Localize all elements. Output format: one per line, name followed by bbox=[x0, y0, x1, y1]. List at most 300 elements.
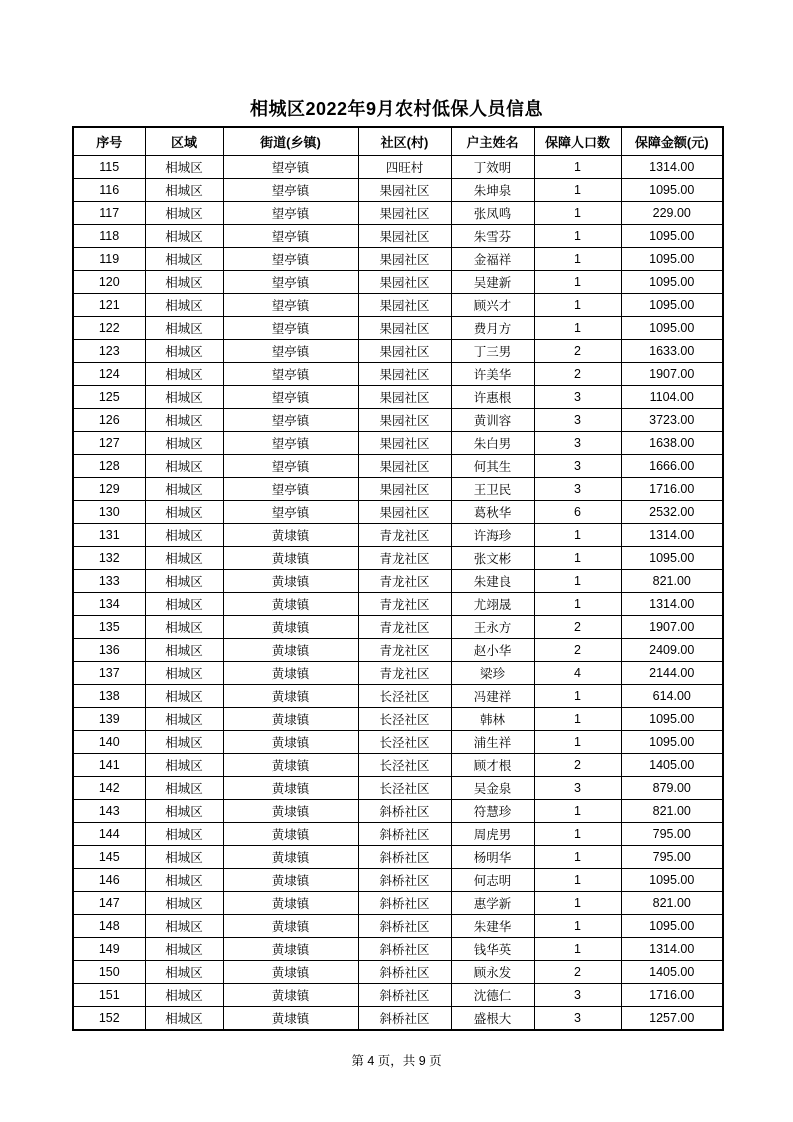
table-row bbox=[73, 363, 723, 386]
cell-street: 黄埭镇 bbox=[223, 915, 358, 938]
table-row bbox=[73, 961, 723, 984]
cell-street: 黄埭镇 bbox=[223, 938, 358, 961]
cell-street: 黄埭镇 bbox=[223, 639, 358, 662]
cell-community: 斜桥社区 bbox=[358, 892, 451, 915]
cell-street: 黄埭镇 bbox=[223, 754, 358, 777]
cell-community: 斜桥社区 bbox=[358, 938, 451, 961]
cell-region: 相城区 bbox=[145, 639, 223, 662]
cell-count: 1 bbox=[534, 570, 621, 593]
cell-seq: 117 bbox=[73, 202, 145, 225]
header-cell-region: 区域 bbox=[145, 127, 223, 156]
cell-count: 3 bbox=[534, 478, 621, 501]
cell-name: 杨明华 bbox=[451, 846, 534, 869]
cell-street: 望亭镇 bbox=[223, 294, 358, 317]
cell-count: 1 bbox=[534, 685, 621, 708]
cell-seq: 123 bbox=[73, 340, 145, 363]
cell-region: 相城区 bbox=[145, 777, 223, 800]
cell-street: 黄埭镇 bbox=[223, 800, 358, 823]
cell-seq: 131 bbox=[73, 524, 145, 547]
cell-street: 黄埭镇 bbox=[223, 892, 358, 915]
cell-name: 盛根大 bbox=[451, 1007, 534, 1031]
cell-seq: 134 bbox=[73, 593, 145, 616]
cell-count: 1 bbox=[534, 202, 621, 225]
cell-name: 吴金泉 bbox=[451, 777, 534, 800]
cell-amount: 1314.00 bbox=[621, 593, 723, 616]
cell-seq: 121 bbox=[73, 294, 145, 317]
table-row bbox=[73, 432, 723, 455]
table-row bbox=[73, 685, 723, 708]
cell-name: 朱白男 bbox=[451, 432, 534, 455]
benefit-table bbox=[72, 126, 724, 1031]
cell-seq: 141 bbox=[73, 754, 145, 777]
cell-street: 黄埭镇 bbox=[223, 731, 358, 754]
cell-seq: 125 bbox=[73, 386, 145, 409]
table-row bbox=[73, 800, 723, 823]
header-cell-amount: 保障金额(元) bbox=[621, 127, 723, 156]
cell-community: 青龙社区 bbox=[358, 639, 451, 662]
cell-community: 果园社区 bbox=[358, 455, 451, 478]
cell-name: 朱建华 bbox=[451, 915, 534, 938]
cell-community: 果园社区 bbox=[358, 248, 451, 271]
cell-amount: 1257.00 bbox=[621, 1007, 723, 1031]
cell-count: 1 bbox=[534, 800, 621, 823]
cell-community: 果园社区 bbox=[358, 386, 451, 409]
cell-street: 黄埭镇 bbox=[223, 662, 358, 685]
table-row bbox=[73, 777, 723, 800]
cell-name: 丁效明 bbox=[451, 156, 534, 179]
cell-seq: 145 bbox=[73, 846, 145, 869]
cell-street: 望亭镇 bbox=[223, 455, 358, 478]
cell-community: 果园社区 bbox=[358, 501, 451, 524]
cell-count: 1 bbox=[534, 892, 621, 915]
cell-street: 望亭镇 bbox=[223, 432, 358, 455]
table-row bbox=[73, 478, 723, 501]
cell-count: 3 bbox=[534, 1007, 621, 1031]
table-row bbox=[73, 1007, 723, 1031]
table-row bbox=[73, 340, 723, 363]
cell-amount: 1405.00 bbox=[621, 754, 723, 777]
table-header bbox=[73, 127, 723, 156]
cell-amount: 1633.00 bbox=[621, 340, 723, 363]
cell-community: 四旺村 bbox=[358, 156, 451, 179]
cell-community: 斜桥社区 bbox=[358, 961, 451, 984]
cell-street: 黄埭镇 bbox=[223, 547, 358, 570]
table-row bbox=[73, 616, 723, 639]
cell-name: 吴建新 bbox=[451, 271, 534, 294]
cell-amount: 1095.00 bbox=[621, 708, 723, 731]
cell-community: 青龙社区 bbox=[358, 524, 451, 547]
cell-street: 黄埭镇 bbox=[223, 524, 358, 547]
cell-name: 尤翊晟 bbox=[451, 593, 534, 616]
cell-street: 黄埭镇 bbox=[223, 1007, 358, 1031]
cell-seq: 140 bbox=[73, 731, 145, 754]
cell-name: 王卫民 bbox=[451, 478, 534, 501]
cell-region: 相城区 bbox=[145, 593, 223, 616]
cell-region: 相城区 bbox=[145, 501, 223, 524]
cell-name: 许美华 bbox=[451, 363, 534, 386]
table-row bbox=[73, 823, 723, 846]
cell-seq: 139 bbox=[73, 708, 145, 731]
cell-count: 1 bbox=[534, 225, 621, 248]
cell-region: 相城区 bbox=[145, 340, 223, 363]
cell-region: 相城区 bbox=[145, 248, 223, 271]
cell-name: 冯建祥 bbox=[451, 685, 534, 708]
table-row bbox=[73, 869, 723, 892]
cell-street: 望亭镇 bbox=[223, 248, 358, 271]
cell-street: 黄埭镇 bbox=[223, 593, 358, 616]
table-row bbox=[73, 409, 723, 432]
cell-name: 许海珍 bbox=[451, 524, 534, 547]
table-row bbox=[73, 547, 723, 570]
cell-count: 1 bbox=[534, 593, 621, 616]
table-row bbox=[73, 386, 723, 409]
cell-region: 相城区 bbox=[145, 685, 223, 708]
cell-name: 梁珍 bbox=[451, 662, 534, 685]
cell-amount: 1095.00 bbox=[621, 248, 723, 271]
cell-community: 斜桥社区 bbox=[358, 984, 451, 1007]
cell-community: 果园社区 bbox=[358, 432, 451, 455]
cell-street: 望亭镇 bbox=[223, 363, 358, 386]
header-cell-count: 保障人口数 bbox=[534, 127, 621, 156]
table-row bbox=[73, 708, 723, 731]
cell-street: 黄埭镇 bbox=[223, 823, 358, 846]
cell-amount: 1314.00 bbox=[621, 938, 723, 961]
cell-seq: 115 bbox=[73, 156, 145, 179]
cell-seq: 128 bbox=[73, 455, 145, 478]
cell-count: 3 bbox=[534, 409, 621, 432]
cell-count: 1 bbox=[534, 869, 621, 892]
cell-community: 青龙社区 bbox=[358, 547, 451, 570]
cell-name: 符慧珍 bbox=[451, 800, 534, 823]
cell-name: 张凤鸣 bbox=[451, 202, 534, 225]
cell-seq: 149 bbox=[73, 938, 145, 961]
cell-community: 果园社区 bbox=[358, 179, 451, 202]
cell-name: 赵小华 bbox=[451, 639, 534, 662]
cell-amount: 1095.00 bbox=[621, 317, 723, 340]
cell-name: 何其生 bbox=[451, 455, 534, 478]
cell-street: 黄埭镇 bbox=[223, 685, 358, 708]
cell-seq: 144 bbox=[73, 823, 145, 846]
cell-community: 长泾社区 bbox=[358, 731, 451, 754]
table-row bbox=[73, 317, 723, 340]
cell-name: 朱雪芬 bbox=[451, 225, 534, 248]
cell-region: 相城区 bbox=[145, 961, 223, 984]
cell-street: 望亭镇 bbox=[223, 501, 358, 524]
cell-amount: 1907.00 bbox=[621, 616, 723, 639]
cell-count: 1 bbox=[534, 915, 621, 938]
cell-region: 相城区 bbox=[145, 754, 223, 777]
cell-community: 果园社区 bbox=[358, 363, 451, 386]
cell-community: 青龙社区 bbox=[358, 616, 451, 639]
cell-amount: 821.00 bbox=[621, 892, 723, 915]
cell-name: 韩林 bbox=[451, 708, 534, 731]
table-row bbox=[73, 984, 723, 1007]
cell-region: 相城区 bbox=[145, 317, 223, 340]
cell-name: 张文彬 bbox=[451, 547, 534, 570]
cell-count: 3 bbox=[534, 455, 621, 478]
cell-count: 2 bbox=[534, 754, 621, 777]
cell-street: 望亭镇 bbox=[223, 179, 358, 202]
cell-community: 斜桥社区 bbox=[358, 869, 451, 892]
cell-region: 相城区 bbox=[145, 294, 223, 317]
cell-street: 望亭镇 bbox=[223, 202, 358, 225]
cell-seq: 143 bbox=[73, 800, 145, 823]
cell-count: 2 bbox=[534, 363, 621, 386]
cell-region: 相城区 bbox=[145, 179, 223, 202]
cell-street: 黄埭镇 bbox=[223, 570, 358, 593]
cell-amount: 2144.00 bbox=[621, 662, 723, 685]
cell-name: 费月方 bbox=[451, 317, 534, 340]
cell-region: 相城区 bbox=[145, 478, 223, 501]
table-row bbox=[73, 501, 723, 524]
cell-seq: 137 bbox=[73, 662, 145, 685]
cell-count: 2 bbox=[534, 961, 621, 984]
cell-seq: 133 bbox=[73, 570, 145, 593]
cell-name: 周虎男 bbox=[451, 823, 534, 846]
table-body bbox=[73, 156, 723, 1031]
cell-seq: 135 bbox=[73, 616, 145, 639]
cell-amount: 614.00 bbox=[621, 685, 723, 708]
table-row bbox=[73, 570, 723, 593]
cell-count: 4 bbox=[534, 662, 621, 685]
cell-count: 1 bbox=[534, 731, 621, 754]
cell-count: 6 bbox=[534, 501, 621, 524]
cell-community: 斜桥社区 bbox=[358, 846, 451, 869]
cell-region: 相城区 bbox=[145, 202, 223, 225]
cell-region: 相城区 bbox=[145, 271, 223, 294]
cell-community: 斜桥社区 bbox=[358, 823, 451, 846]
cell-street: 黄埭镇 bbox=[223, 869, 358, 892]
table-row bbox=[73, 271, 723, 294]
table-header-row bbox=[73, 127, 723, 156]
cell-amount: 1095.00 bbox=[621, 271, 723, 294]
cell-street: 望亭镇 bbox=[223, 478, 358, 501]
table-row bbox=[73, 179, 723, 202]
cell-seq: 132 bbox=[73, 547, 145, 570]
cell-region: 相城区 bbox=[145, 938, 223, 961]
cell-community: 果园社区 bbox=[358, 294, 451, 317]
cell-street: 望亭镇 bbox=[223, 156, 358, 179]
cell-name: 何志明 bbox=[451, 869, 534, 892]
cell-region: 相城区 bbox=[145, 662, 223, 685]
cell-count: 1 bbox=[534, 179, 621, 202]
cell-region: 相城区 bbox=[145, 892, 223, 915]
cell-community: 长泾社区 bbox=[358, 708, 451, 731]
cell-region: 相城区 bbox=[145, 363, 223, 386]
cell-seq: 118 bbox=[73, 225, 145, 248]
cell-community: 果园社区 bbox=[358, 271, 451, 294]
cell-seq: 138 bbox=[73, 685, 145, 708]
cell-name: 葛秋华 bbox=[451, 501, 534, 524]
cell-region: 相城区 bbox=[145, 616, 223, 639]
cell-seq: 130 bbox=[73, 501, 145, 524]
cell-count: 3 bbox=[534, 432, 621, 455]
header-cell-community: 社区(村) bbox=[358, 127, 451, 156]
cell-count: 3 bbox=[534, 386, 621, 409]
header-cell-name: 户主姓名 bbox=[451, 127, 534, 156]
cell-count: 1 bbox=[534, 294, 621, 317]
cell-community: 果园社区 bbox=[358, 478, 451, 501]
cell-seq: 129 bbox=[73, 478, 145, 501]
table-row bbox=[73, 225, 723, 248]
cell-street: 望亭镇 bbox=[223, 271, 358, 294]
cell-seq: 120 bbox=[73, 271, 145, 294]
cell-seq: 147 bbox=[73, 892, 145, 915]
cell-count: 3 bbox=[534, 984, 621, 1007]
table-row bbox=[73, 846, 723, 869]
table-row bbox=[73, 938, 723, 961]
cell-count: 1 bbox=[534, 317, 621, 340]
cell-seq: 146 bbox=[73, 869, 145, 892]
cell-region: 相城区 bbox=[145, 386, 223, 409]
cell-community: 果园社区 bbox=[358, 340, 451, 363]
cell-name: 许惠根 bbox=[451, 386, 534, 409]
cell-amount: 879.00 bbox=[621, 777, 723, 800]
cell-street: 望亭镇 bbox=[223, 317, 358, 340]
cell-community: 青龙社区 bbox=[358, 570, 451, 593]
cell-amount: 229.00 bbox=[621, 202, 723, 225]
cell-community: 青龙社区 bbox=[358, 593, 451, 616]
cell-street: 黄埭镇 bbox=[223, 961, 358, 984]
cell-amount: 821.00 bbox=[621, 800, 723, 823]
cell-amount: 3723.00 bbox=[621, 409, 723, 432]
cell-region: 相城区 bbox=[145, 708, 223, 731]
cell-region: 相城区 bbox=[145, 156, 223, 179]
cell-street: 黄埭镇 bbox=[223, 616, 358, 639]
cell-amount: 1095.00 bbox=[621, 915, 723, 938]
cell-amount: 1095.00 bbox=[621, 179, 723, 202]
cell-community: 斜桥社区 bbox=[358, 915, 451, 938]
cell-name: 王永方 bbox=[451, 616, 534, 639]
cell-region: 相城区 bbox=[145, 731, 223, 754]
cell-name: 惠学新 bbox=[451, 892, 534, 915]
cell-community: 果园社区 bbox=[358, 202, 451, 225]
cell-count: 2 bbox=[534, 616, 621, 639]
cell-name: 浦生祥 bbox=[451, 731, 534, 754]
cell-region: 相城区 bbox=[145, 570, 223, 593]
cell-region: 相城区 bbox=[145, 547, 223, 570]
cell-seq: 119 bbox=[73, 248, 145, 271]
table-row bbox=[73, 524, 723, 547]
cell-name: 丁三男 bbox=[451, 340, 534, 363]
cell-community: 果园社区 bbox=[358, 317, 451, 340]
cell-amount: 1095.00 bbox=[621, 869, 723, 892]
cell-count: 3 bbox=[534, 777, 621, 800]
cell-seq: 116 bbox=[73, 179, 145, 202]
cell-region: 相城区 bbox=[145, 455, 223, 478]
cell-region: 相城区 bbox=[145, 823, 223, 846]
cell-street: 望亭镇 bbox=[223, 225, 358, 248]
cell-community: 斜桥社区 bbox=[358, 1007, 451, 1031]
cell-community: 果园社区 bbox=[358, 225, 451, 248]
cell-amount: 1095.00 bbox=[621, 225, 723, 248]
cell-community: 长泾社区 bbox=[358, 685, 451, 708]
cell-seq: 136 bbox=[73, 639, 145, 662]
cell-amount: 1716.00 bbox=[621, 478, 723, 501]
cell-community: 长泾社区 bbox=[358, 777, 451, 800]
cell-count: 1 bbox=[534, 846, 621, 869]
cell-amount: 1638.00 bbox=[621, 432, 723, 455]
cell-amount: 1095.00 bbox=[621, 547, 723, 570]
cell-street: 望亭镇 bbox=[223, 386, 358, 409]
cell-count: 1 bbox=[534, 547, 621, 570]
cell-amount: 795.00 bbox=[621, 823, 723, 846]
cell-count: 2 bbox=[534, 340, 621, 363]
cell-amount: 1314.00 bbox=[621, 156, 723, 179]
table-row bbox=[73, 892, 723, 915]
cell-community: 果园社区 bbox=[358, 409, 451, 432]
table-row bbox=[73, 455, 723, 478]
cell-street: 黄埭镇 bbox=[223, 984, 358, 1007]
cell-name: 金福祥 bbox=[451, 248, 534, 271]
table-row bbox=[73, 248, 723, 271]
cell-count: 1 bbox=[534, 708, 621, 731]
cell-street: 黄埭镇 bbox=[223, 708, 358, 731]
cell-region: 相城区 bbox=[145, 800, 223, 823]
cell-region: 相城区 bbox=[145, 524, 223, 547]
cell-community: 长泾社区 bbox=[358, 754, 451, 777]
cell-amount: 1666.00 bbox=[621, 455, 723, 478]
cell-name: 朱坤泉 bbox=[451, 179, 534, 202]
table-row bbox=[73, 294, 723, 317]
cell-amount: 1104.00 bbox=[621, 386, 723, 409]
cell-count: 1 bbox=[534, 823, 621, 846]
cell-amount: 795.00 bbox=[621, 846, 723, 869]
cell-community: 青龙社区 bbox=[358, 662, 451, 685]
table-row bbox=[73, 202, 723, 225]
table-row bbox=[73, 754, 723, 777]
cell-region: 相城区 bbox=[145, 432, 223, 455]
cell-street: 望亭镇 bbox=[223, 409, 358, 432]
table-row bbox=[73, 639, 723, 662]
cell-street: 黄埭镇 bbox=[223, 777, 358, 800]
cell-amount: 1095.00 bbox=[621, 731, 723, 754]
cell-amount: 1907.00 bbox=[621, 363, 723, 386]
cell-name: 钱华英 bbox=[451, 938, 534, 961]
cell-region: 相城区 bbox=[145, 225, 223, 248]
cell-count: 1 bbox=[534, 271, 621, 294]
cell-name: 黄训容 bbox=[451, 409, 534, 432]
cell-seq: 148 bbox=[73, 915, 145, 938]
cell-count: 1 bbox=[534, 156, 621, 179]
cell-seq: 127 bbox=[73, 432, 145, 455]
cell-name: 顾兴才 bbox=[451, 294, 534, 317]
cell-amount: 1716.00 bbox=[621, 984, 723, 1007]
cell-amount: 1405.00 bbox=[621, 961, 723, 984]
cell-amount: 2409.00 bbox=[621, 639, 723, 662]
cell-region: 相城区 bbox=[145, 409, 223, 432]
cell-community: 斜桥社区 bbox=[358, 800, 451, 823]
cell-street: 黄埭镇 bbox=[223, 846, 358, 869]
cell-seq: 152 bbox=[73, 1007, 145, 1031]
cell-region: 相城区 bbox=[145, 1007, 223, 1031]
table-row bbox=[73, 915, 723, 938]
cell-amount: 2532.00 bbox=[621, 501, 723, 524]
table-row bbox=[73, 731, 723, 754]
cell-amount: 1314.00 bbox=[621, 524, 723, 547]
cell-street: 望亭镇 bbox=[223, 340, 358, 363]
cell-region: 相城区 bbox=[145, 846, 223, 869]
cell-region: 相城区 bbox=[145, 869, 223, 892]
cell-seq: 124 bbox=[73, 363, 145, 386]
page-title: 相城区2022年9月农村低保人员信息 bbox=[249, 99, 544, 119]
cell-count: 1 bbox=[534, 248, 621, 271]
header-cell-street: 街道(乡镇) bbox=[223, 127, 358, 156]
cell-name: 顾永发 bbox=[451, 961, 534, 984]
cell-count: 1 bbox=[534, 938, 621, 961]
cell-amount: 1095.00 bbox=[621, 294, 723, 317]
page-number: 第 4 页，共 9 页 bbox=[351, 1054, 442, 1068]
